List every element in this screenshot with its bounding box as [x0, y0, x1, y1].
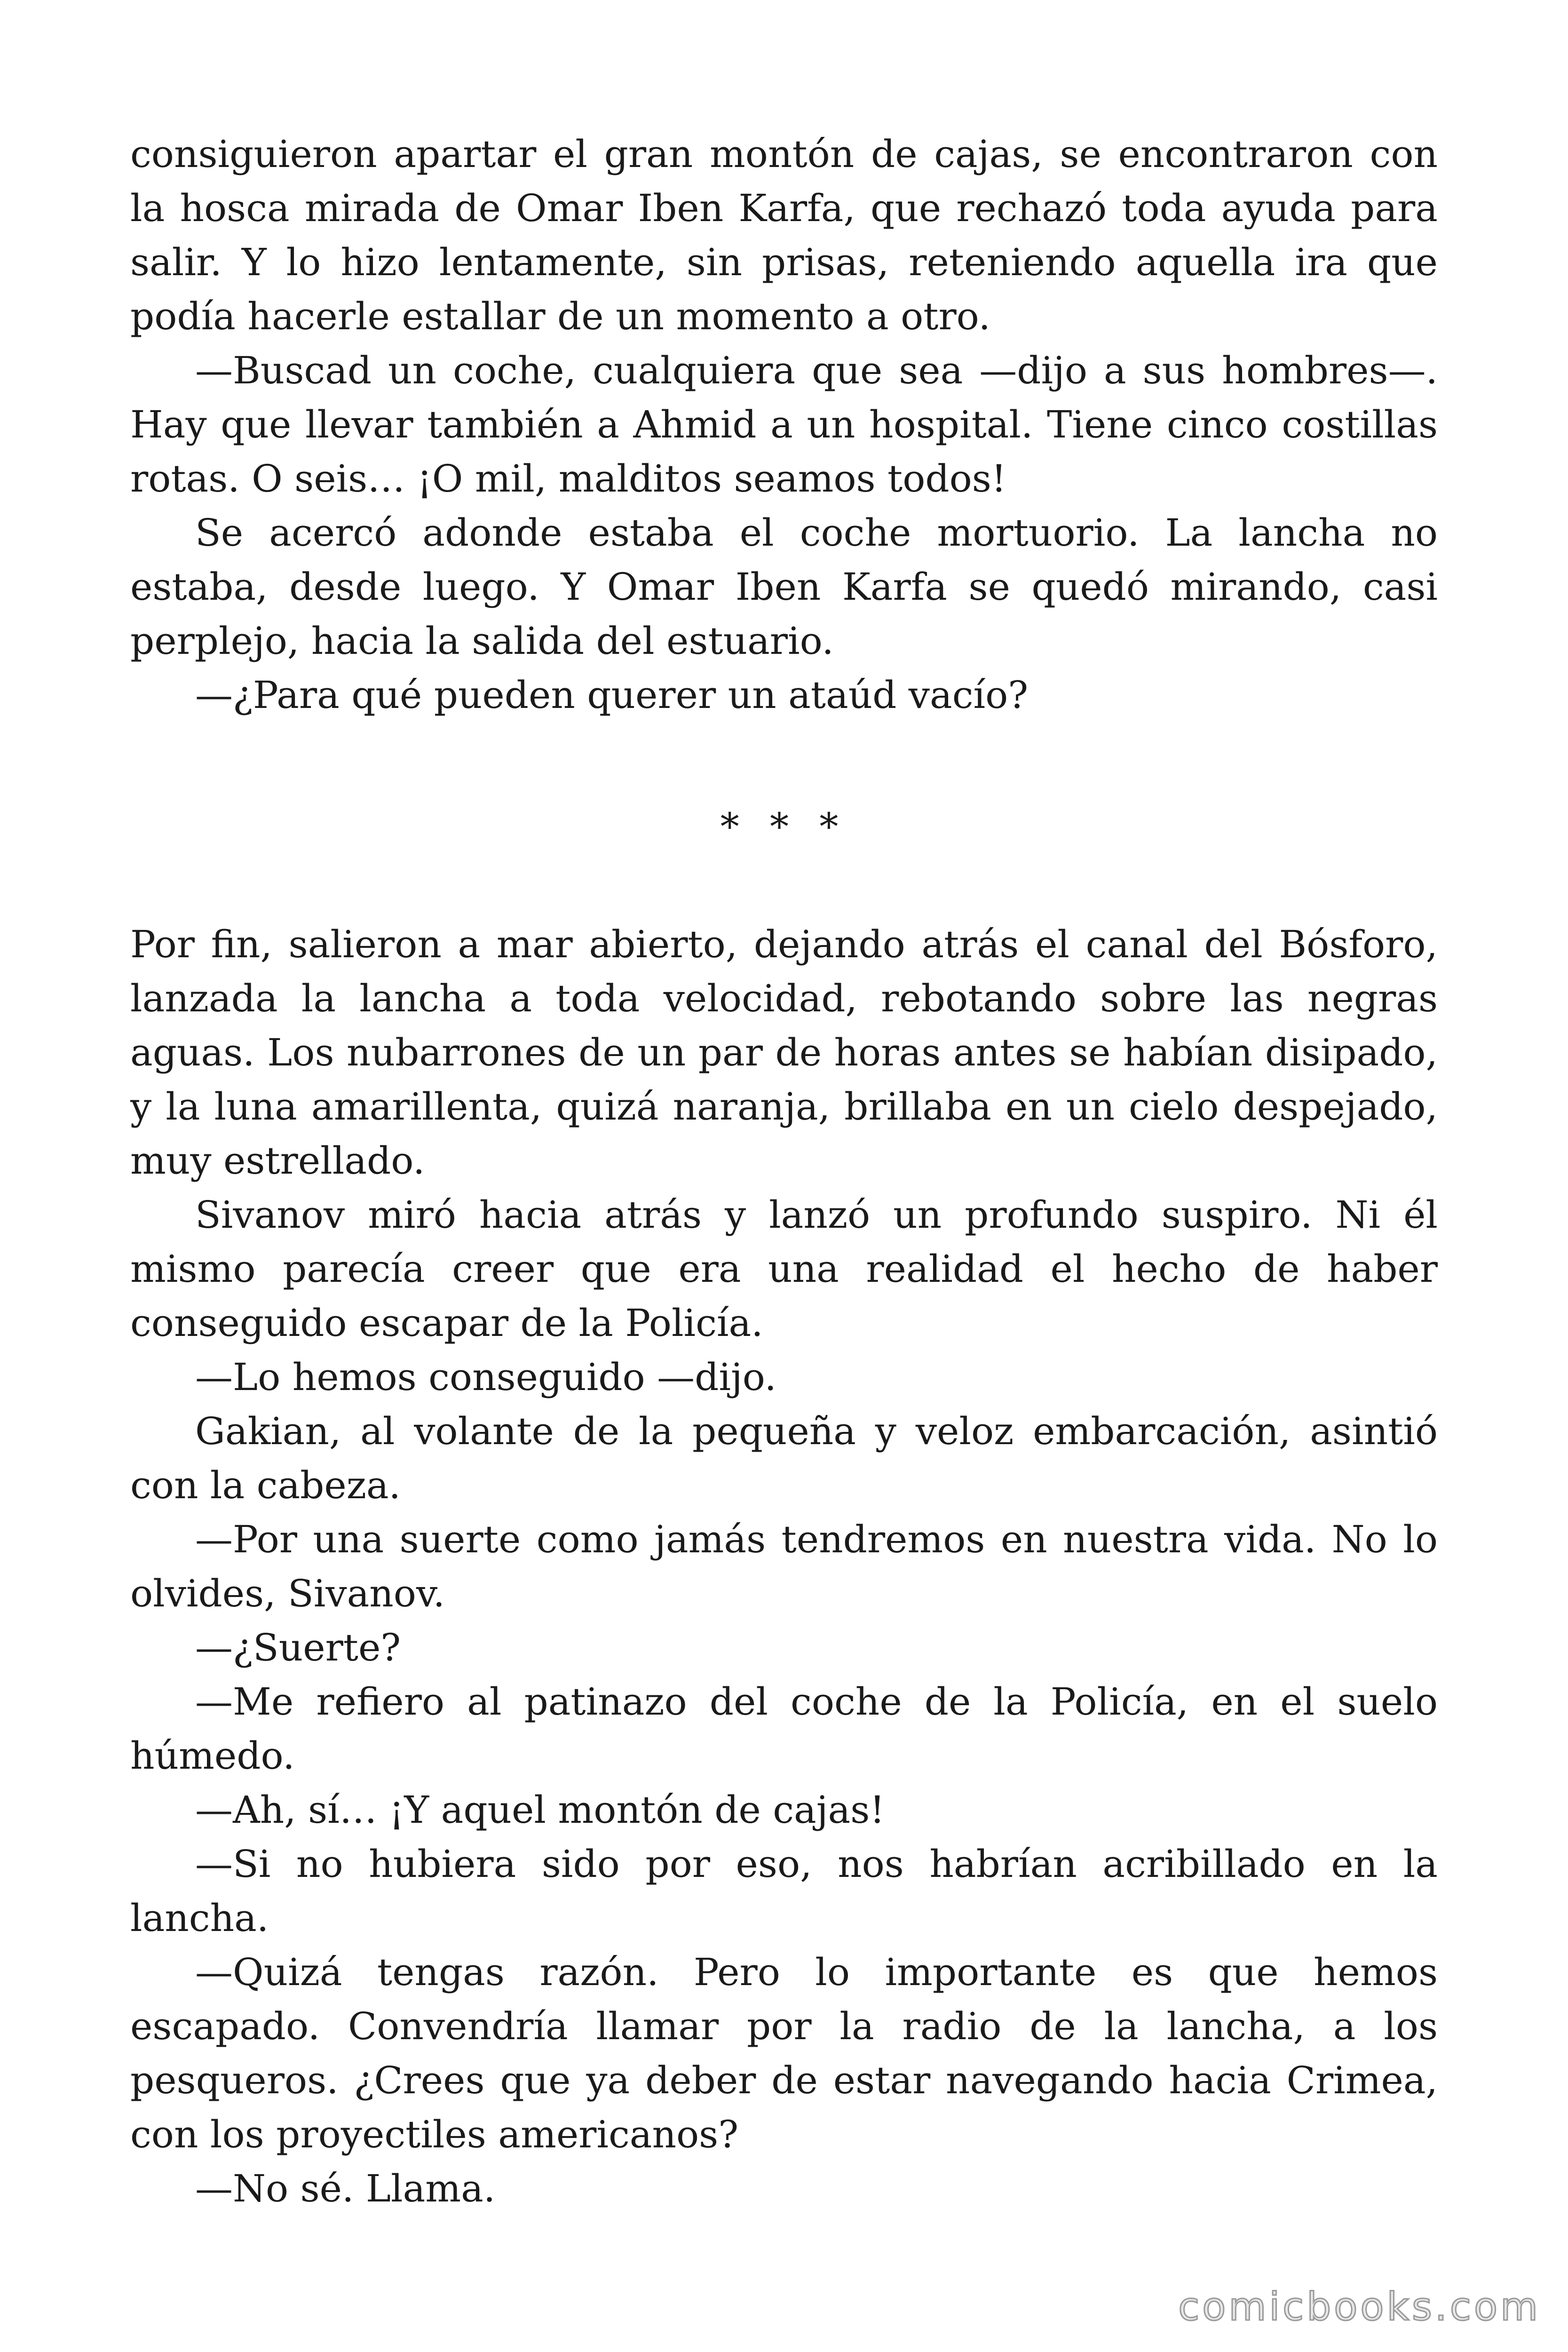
scene-break: * * * [720, 805, 848, 849]
paragraph: consiguieron apartar el gran montón de cajas, se encontraron con la hosca mirada de Omar Iben Karfa, que rechazó toda ayuda para salir. Y lo hizo lentamente, sin prisas, reteniendo aquella ira que podía hacerle estallar de un momento a otro. [130, 132, 1438, 338]
text-block-top [130, 127, 1438, 722]
paragraph: Se acercó adonde estaba el coche mortuorio. La lancha no estaba, desde luego. Y Omar Iben Karfa se quedó mirando, casi perplejo, hacia la salida del estuario. [130, 511, 1438, 663]
paragraph: Por fin, salieron a mar abierto, dejando atrás el canal del Bósforo, lanzada la lancha a toda velocidad, rebotando sobre las negras aguas. Los nubarrones de un par de horas antes se habían disipado, y la luna amarillenta, quizá naranja, brillaba en un cielo despejado, muy estrellado. [130, 922, 1438, 1183]
paragraph: —¿Suerte? [195, 1626, 401, 1669]
paragraph: —¿Para qué pueden querer un ataúd vacío? [195, 673, 1029, 717]
watermark-logo: comicbooks.com [1178, 2285, 1541, 2329]
paragraph: —Lo hemos conseguido —dijo. [195, 1355, 776, 1399]
paragraph: —Buscad un coche, cualquiera que sea —dijo a sus hombres—. Hay que llevar también a Ahmid a un hospital. Tiene cinco costillas rotas. O seis… ¡O mil, malditos seamos todos! [130, 349, 1438, 501]
text-block-bottom [130, 917, 1438, 2216]
paragraph: —Si no hubiera sido por eso, nos habrían acribillado en la lancha. [130, 1842, 1438, 1940]
paragraph: Gakian, al volante de la pequeña y veloz embarcación, asintió con la cabeza. [130, 1409, 1438, 1507]
paragraph: —Me refiero al patinazo del coche de la Policía, en el suelo húmedo. [130, 1680, 1438, 1778]
paragraph: —Ah, sí… ¡Y aquel montón de cajas! [195, 1788, 885, 1832]
paragraph: Sivanov miró hacia atrás y lanzó un profundo suspiro. Ni él mismo parecía creer que era una realidad el hecho de haber conseguido escapar de la Policía. [130, 1193, 1438, 1345]
paragraph: —Quizá tengas razón. Pero lo importante es que hemos escapado. Convendría llamar por la radio de la lancha, a los pesqueros. ¿Crees que ya deber de estar navegando hacia Crimea, con los proyectiles americanos? [130, 1950, 1438, 2156]
paragraph: —No sé. Llama. [195, 2167, 496, 2210]
paragraph: —Por una suerte como jamás tendremos en nuestra vida. No lo olvides, Sivanov. [130, 1518, 1438, 1615]
